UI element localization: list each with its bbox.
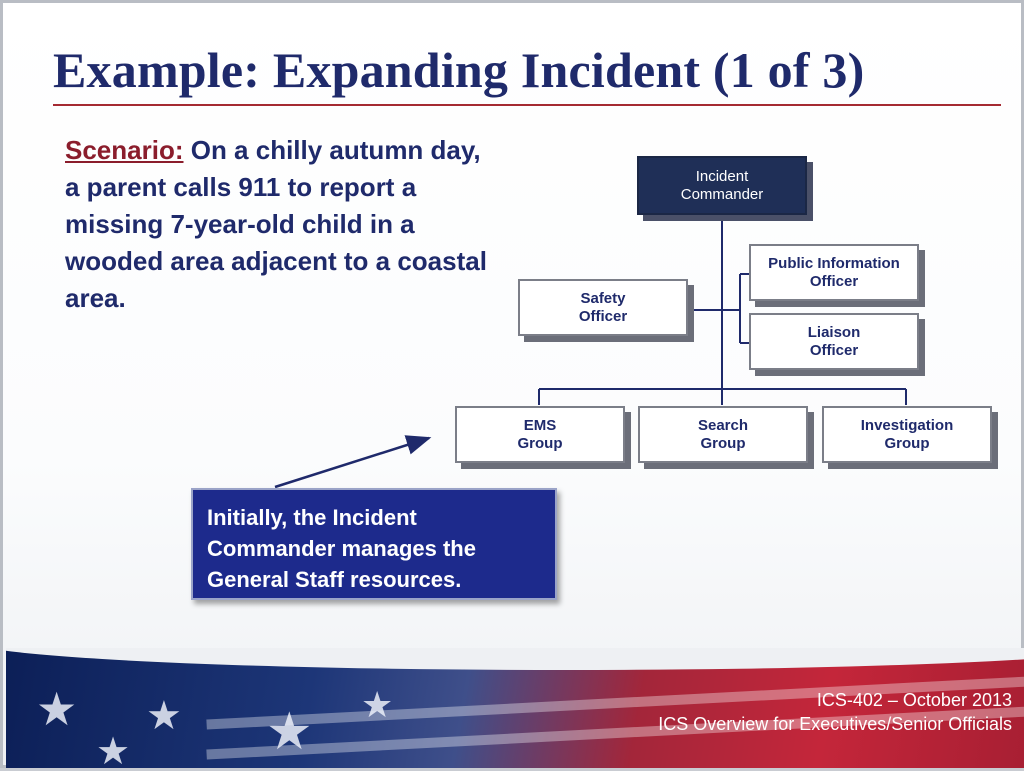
liaison-officer-box (749, 313, 919, 370)
incident-commander-line2: Commander (680, 185, 764, 203)
investigation-group-box (822, 406, 992, 463)
public-information-officer-box (749, 244, 919, 301)
star-icon: ★ (266, 702, 313, 762)
star-icon: ★ (146, 693, 182, 739)
slide-title: Example: Expanding Incident (1 of 3) (53, 42, 865, 98)
safety-officer-line2: Officer (578, 307, 628, 325)
star-icon: ★ (36, 682, 78, 736)
scenario-body: On a chilly autumn day, a parent calls 911 to report a missing 7-year-old child in a wooded area adjacent to a coastal area. (65, 135, 487, 313)
footer-course-title: ICS Overview for Executives/Senior Officials (658, 714, 1012, 734)
scenario-label: Scenario: (65, 135, 184, 165)
search-group-line2: Group (700, 434, 746, 452)
search-group-line1: Search (697, 416, 749, 434)
incident-commander-line1: Incident (695, 167, 749, 185)
safety-officer-line1: Safety (580, 289, 626, 307)
ems-group-line1: EMS (523, 416, 557, 434)
safety-officer-box (518, 279, 688, 336)
liaison-officer-line2: Officer (809, 341, 859, 359)
star-icon: ★ (361, 685, 394, 726)
investigation-group-line1: Investigation (860, 416, 954, 434)
footer-white-band (6, 648, 1024, 670)
footer-text (658, 688, 1012, 736)
liaison-officer-line1: Liaison (807, 323, 861, 341)
incident-commander-box (637, 156, 807, 215)
ems-group-line2: Group (517, 434, 563, 452)
callout-arrow (275, 438, 429, 487)
ems-group-box (455, 406, 625, 463)
callout-box: Initially, the Incident Commander manages the General Staff resources. (191, 488, 557, 600)
investigation-group-line2: Group (884, 434, 930, 452)
flag-footer (6, 648, 1024, 768)
search-group-box (638, 406, 808, 463)
public-information-officer-line2: Officer (809, 272, 859, 290)
star-icon: ★ (96, 729, 131, 768)
footer-course-date: ICS-402 – October 2013 (816, 690, 1012, 710)
public-information-officer-line1: Public Information (768, 254, 900, 272)
